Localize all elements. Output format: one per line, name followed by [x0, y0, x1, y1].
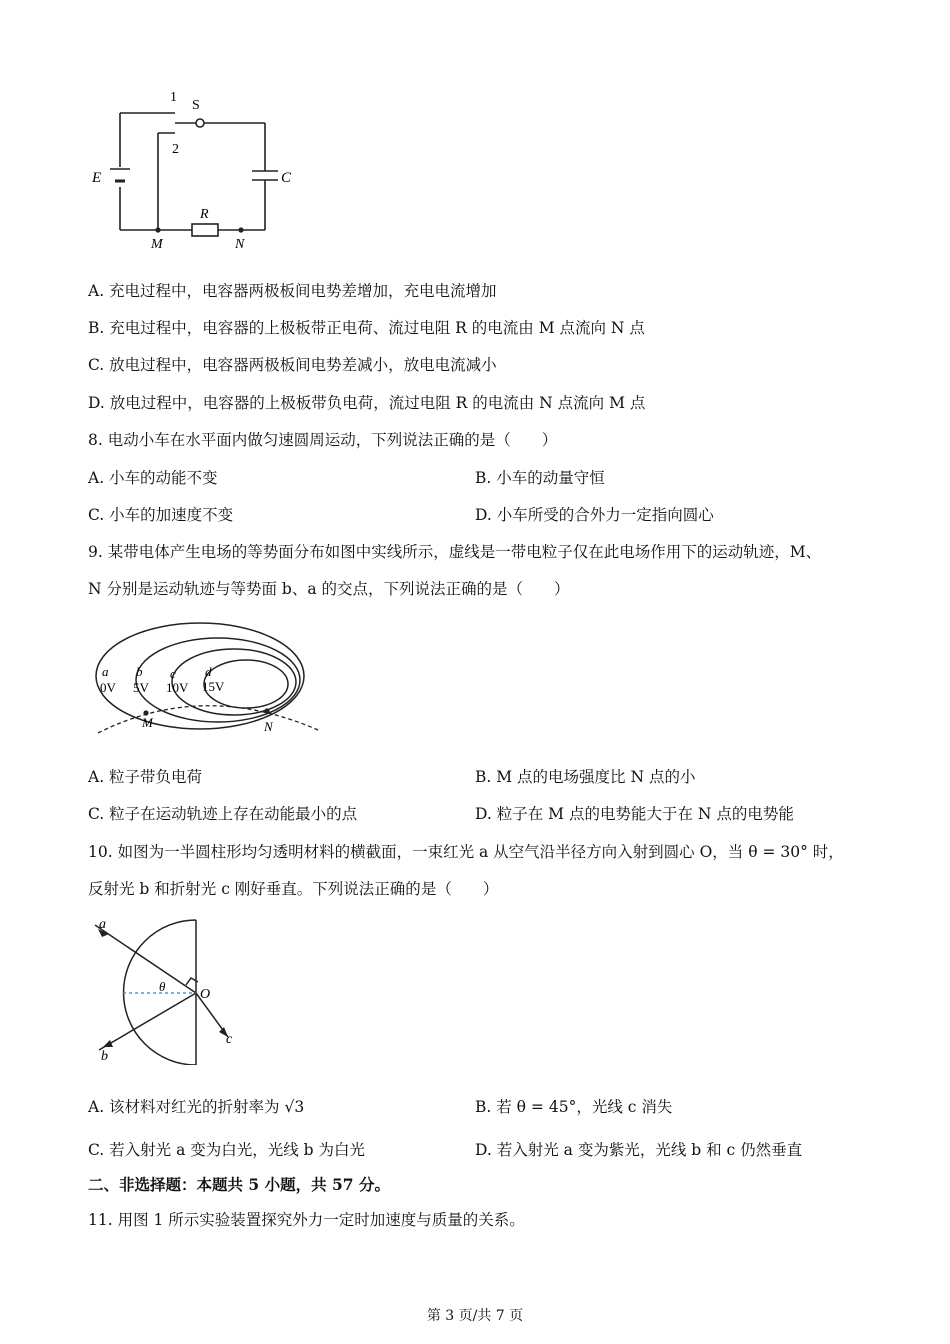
label-2: 2 [172, 142, 179, 157]
q8-option-d: D. 小车所受的合外力一定指向圆心 [475, 506, 714, 524]
q8-option-a: A. 小车的动能不变 [88, 469, 218, 487]
label-c-potential: 10V [166, 680, 189, 695]
label-1: 1 [170, 90, 177, 105]
equipotential-diagram [88, 618, 323, 743]
page-number: 第 3 页/共 7 页 [426, 1308, 524, 1324]
q8-stem: 8. 电动小车在水平面内做匀速圆周运动，下列说法正确的是（ ） [88, 431, 558, 449]
label-d-potential: 15V [202, 679, 225, 694]
label-e: E [92, 170, 102, 186]
label-d: d [205, 664, 212, 679]
q10-stem-line1: 10. 如图为一半圆柱形均匀透明材料的横截面，一束红光 a 从空气沿半径方向入射到圆心 O，当 θ = 30° 时， [88, 843, 844, 861]
circuit-diagram [80, 85, 310, 255]
q9-stem-line2: N 分别是运动轨迹与等势面 b、a 的交点，下列说法正确的是（ ） [88, 580, 570, 598]
label-a: a [99, 917, 106, 932]
label-n: N [235, 237, 245, 252]
q7-option-c: C. 放电过程中，电容器两极板间电势差减小，放电电流减小 [88, 356, 497, 374]
label-b: b [101, 1049, 108, 1064]
label-b: b [136, 664, 143, 679]
label-c: c [226, 1032, 233, 1047]
label-s: S [192, 98, 200, 113]
label-m: M [151, 237, 163, 252]
q9-option-c: C. 粒子在运动轨迹上存在动能最小的点 [88, 805, 358, 823]
semicylinder-diagram [85, 915, 245, 1065]
q10-option-d: D. 若入射光 a 变为紫光，光线 b 和 c 仍然垂直 [475, 1141, 803, 1159]
label-c: C [281, 170, 292, 186]
q10-stem-line2: 反射光 b 和折射光 c 刚好垂直。下列说法正确的是（ ） [88, 880, 499, 898]
q9-stem-line1: 9. 某带电体产生电场的等势面分布如图中实线所示，虚线是一带电粒子仅在此电场作用下的运动轨迹，M、 [88, 543, 822, 561]
q8-option-c: C. 小车的加速度不变 [88, 506, 234, 524]
q8-option-b: B. 小车的动量守恒 [475, 469, 605, 487]
q9-option-a: A. 粒子带负电荷 [88, 768, 203, 786]
label-m: M [142, 715, 153, 730]
label-c: c [170, 666, 176, 681]
q7-option-b: B. 充电过程中，电容器的上极板带正电荷、流过电阻 R 的电流由 M 点流向 N 点 [88, 319, 645, 337]
label-r: R [200, 207, 209, 222]
q10-option-a: A. 该材料对红光的折射率为 √3 [88, 1098, 305, 1116]
q9-option-b: B. M 点的电场强度比 N 点的小 [475, 768, 696, 786]
label-theta: θ [159, 979, 166, 994]
q7-option-d: D. 放电过程中，电容器的上极板带负电荷，流过电阻 R 的电流由 N 点流向 M 点 [88, 394, 646, 412]
q7-option-a: A. 充电过程中，电容器两极板间电势差增加，充电电流增加 [88, 282, 497, 300]
q10-option-c: C. 若入射光 a 变为白光，光线 b 为白光 [88, 1141, 366, 1159]
label-b-potential: 5V [133, 680, 149, 695]
label-o: O [200, 987, 211, 1002]
label-n: N [264, 719, 273, 734]
q11-stem: 11. 用图 1 所示实验装置探究外力一定时加速度与质量的关系。 [88, 1211, 525, 1229]
label-a: a [102, 664, 109, 679]
q9-option-d: D. 粒子在 M 点的电势能大于在 N 点的电势能 [475, 805, 794, 823]
q10-option-b: B. 若 θ = 45°，光线 c 消失 [475, 1098, 673, 1116]
section-heading: 二、非选择题：本题共 5 小题，共 57 分。 [88, 1175, 390, 1194]
label-a-potential: 0V [100, 680, 116, 695]
